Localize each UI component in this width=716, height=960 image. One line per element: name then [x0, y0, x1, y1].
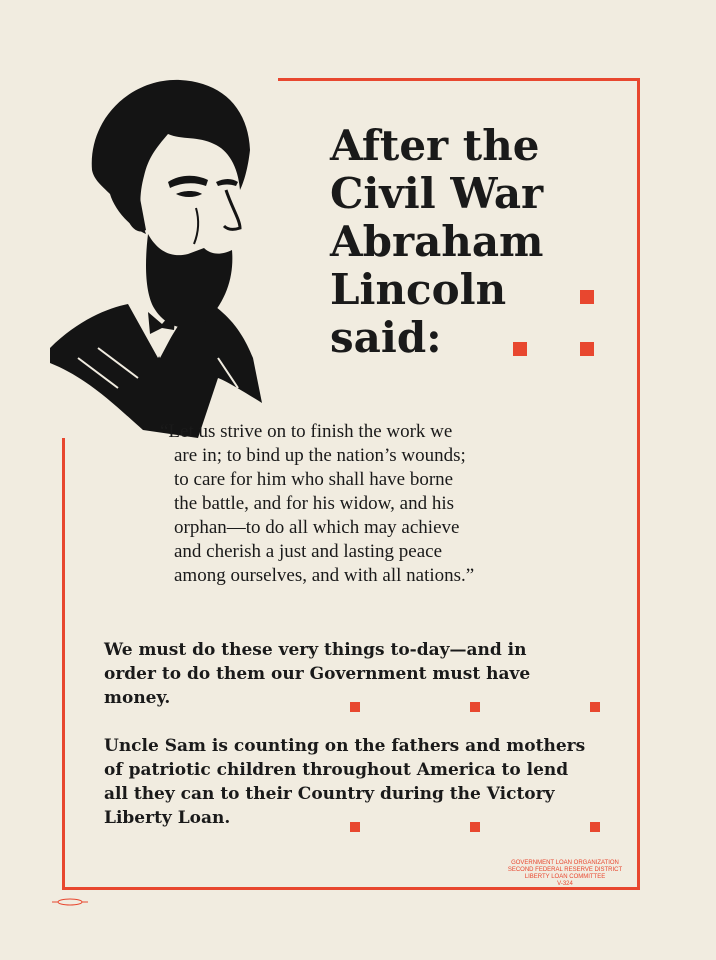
lincoln-quote [160, 420, 580, 588]
ornament-square [580, 342, 594, 356]
credit-text: V-324 [557, 881, 573, 887]
paragraph-line: all they can to their Country during the Victory [104, 784, 555, 804]
ornament-square [580, 290, 594, 304]
quote-line: “Let us strive on to finish the work we [160, 421, 453, 442]
paragraph-line: Liberty Loan. [104, 808, 231, 828]
paragraph-line: money. [104, 688, 171, 708]
credit-text: GOVERNMENT LOAN ORGANIZATION [511, 860, 619, 866]
quote-line: are in; to bind up the nation’s wounds; [174, 445, 466, 466]
headline [330, 122, 544, 362]
quote-line: orphan—to do all which may achieve [174, 517, 460, 538]
headline-line-5: said: [330, 313, 442, 362]
ornament-square [470, 822, 480, 832]
credit-text: SECOND FEDERAL RESERVE DISTRICT [507, 867, 623, 873]
credit-text: LIBERTY LOAN COMMITTEE [524, 874, 606, 880]
paragraph-line: of patriotic children throughout America to lend [104, 760, 569, 780]
ornament-square [590, 702, 600, 712]
paragraph-line: We must do these very things to-day—and in [104, 640, 527, 660]
ornament-square [513, 342, 527, 356]
headline-line-4: Lincoln [330, 265, 507, 314]
headline-line-1: After the [330, 121, 540, 170]
headline-line-3: Abraham [330, 217, 544, 266]
ornament-square [350, 822, 360, 832]
union-label-icon [50, 898, 90, 906]
headline-line-2: Civil War [330, 169, 544, 218]
credit-line [480, 860, 650, 888]
quote-line: and cherish a just and lasting peace [174, 541, 443, 562]
ornament-square [470, 702, 480, 712]
ornament-square [350, 702, 360, 712]
paragraph-government-money [104, 638, 530, 710]
paragraph-uncle-sam [104, 734, 585, 830]
lincoln-portrait-icon [48, 58, 278, 438]
ornament-square [590, 822, 600, 832]
quote-line: the battle, and for his widow, and his [174, 493, 455, 514]
paragraph-line: Uncle Sam is counting on the fathers and mothers [104, 736, 586, 756]
quote-line: among ourselves, and with all nations.” [174, 565, 475, 586]
paragraph-line: order to do them our Government must have [104, 664, 531, 684]
quote-line: to care for him who shall have borne [174, 469, 454, 490]
